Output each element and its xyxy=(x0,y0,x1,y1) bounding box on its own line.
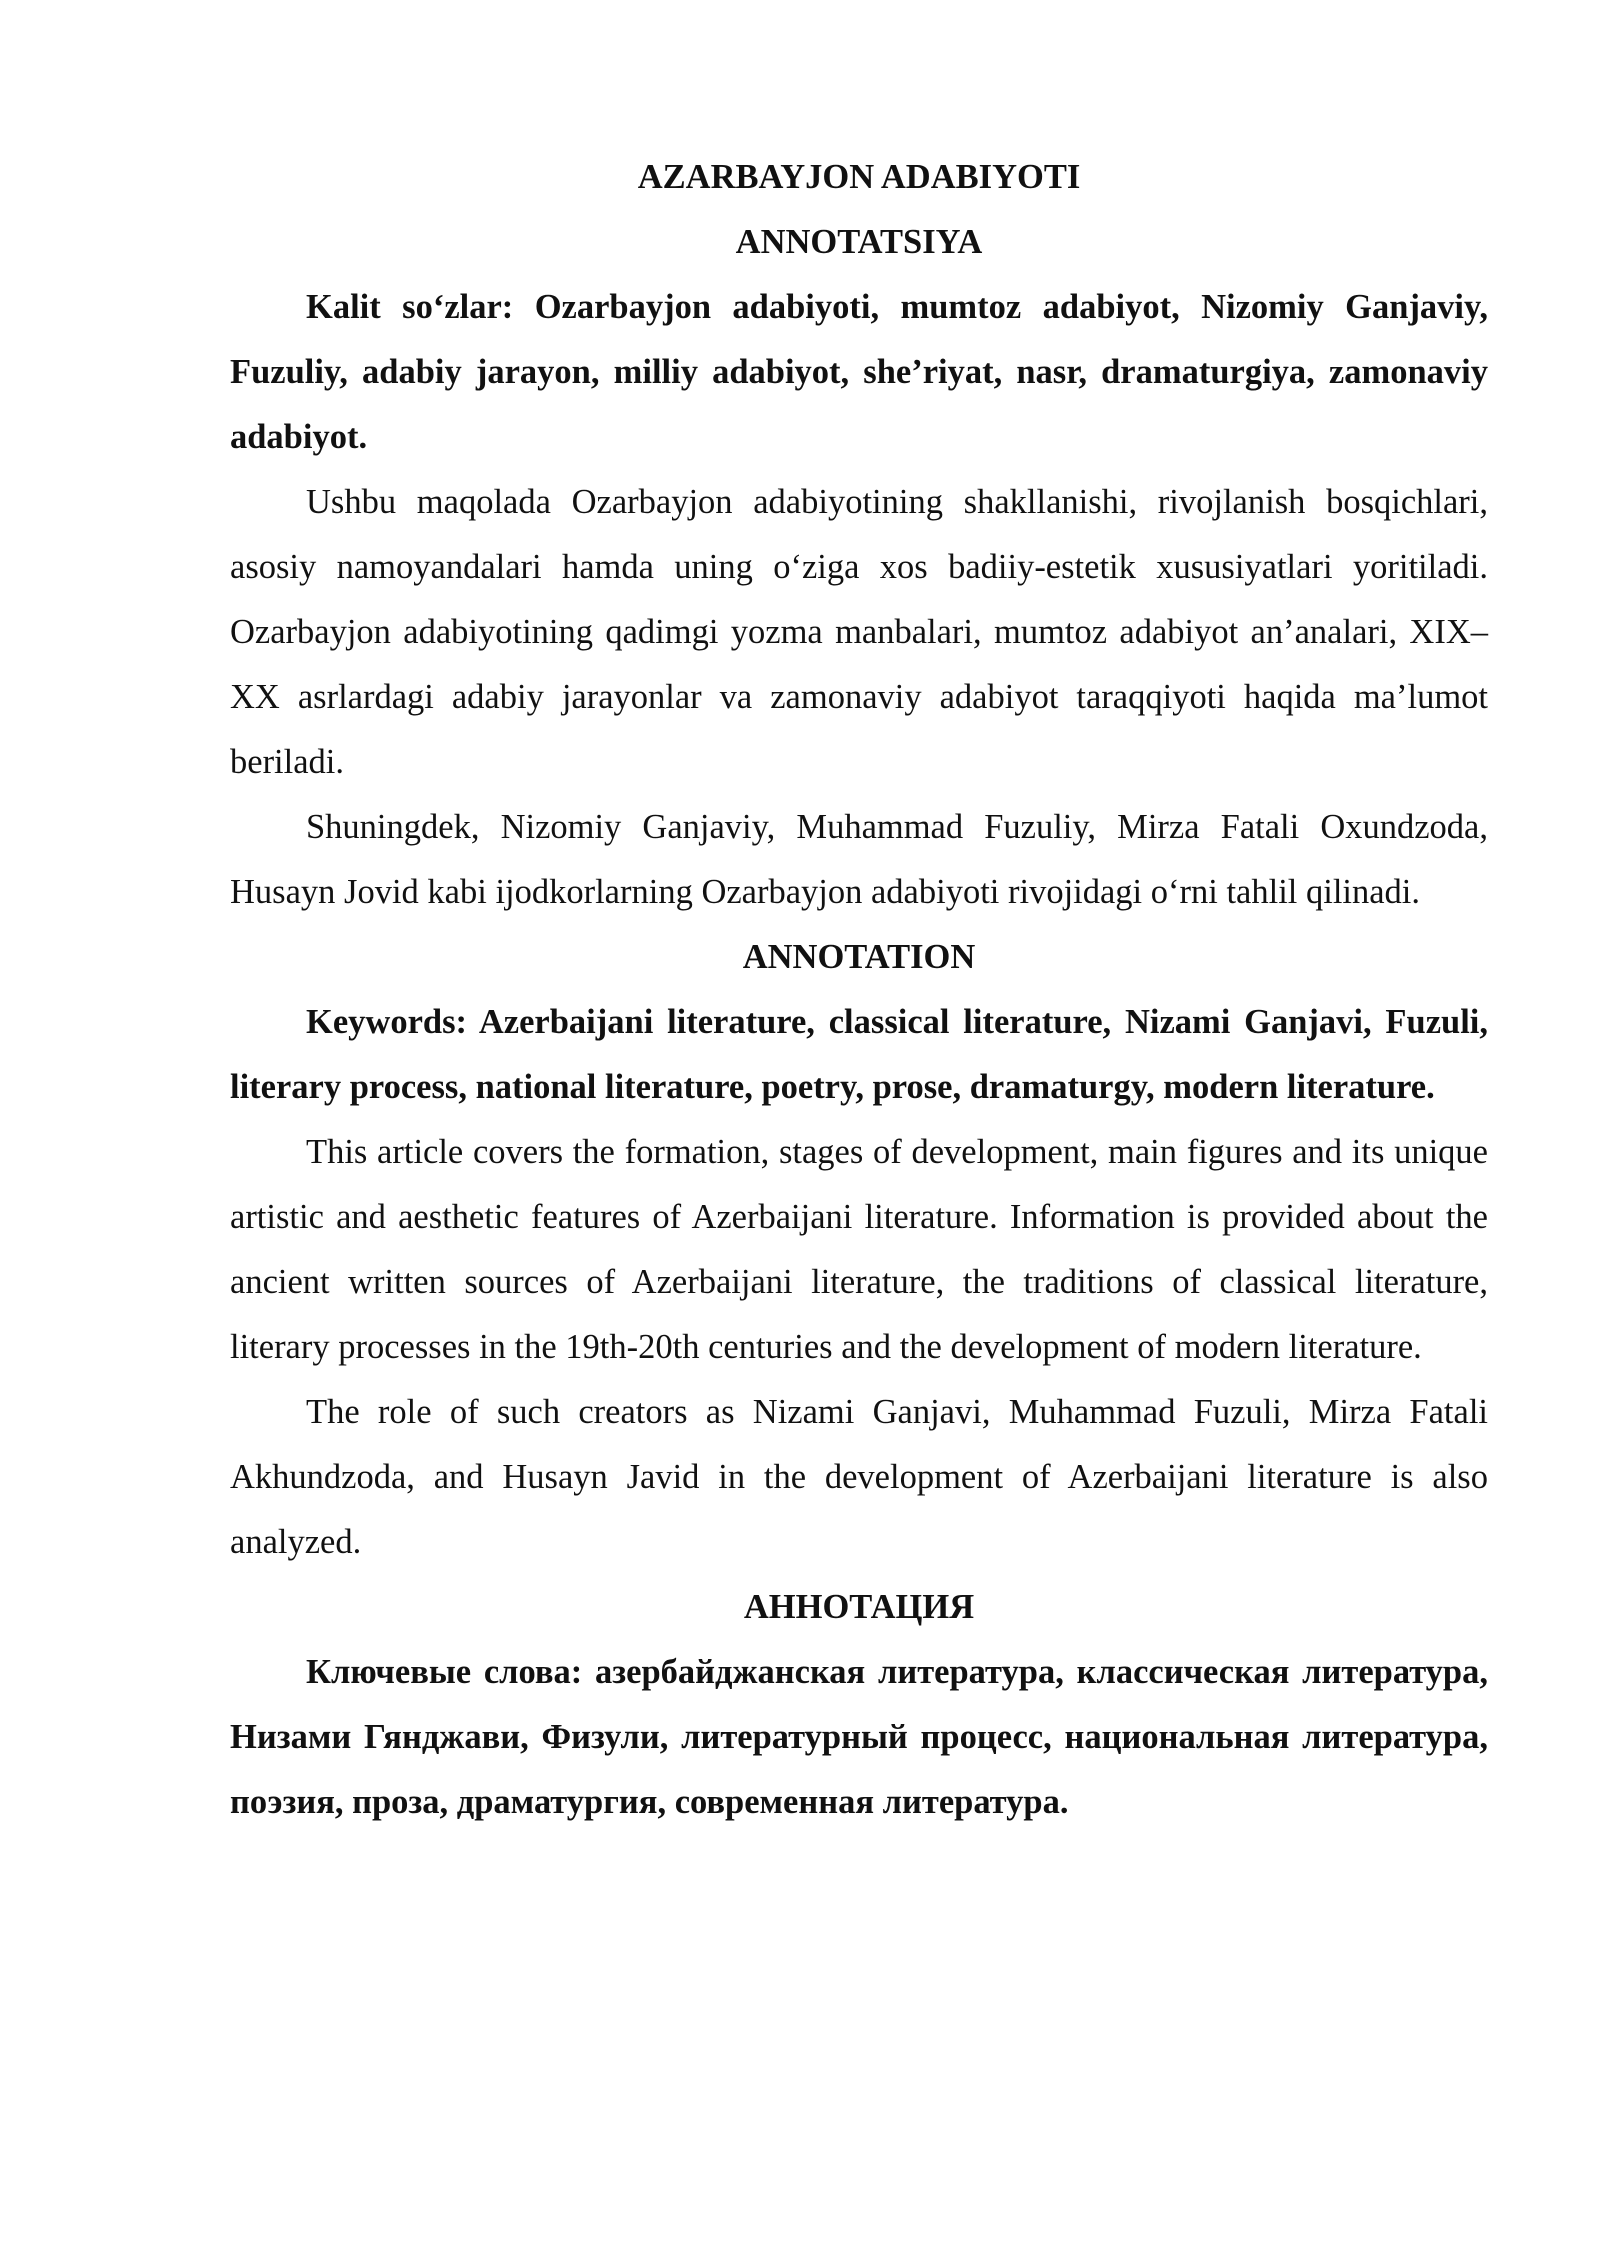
uz-paragraph-2: Shuningdek, Nizomiy Ganjaviy, Muhammad Fuzuliy, Mirza Fatali Oxundzoda, Husayn Jovid kabi ijodkorlarning Ozarbayjon adabiyoti rivojidagi o‘rni tahlil qilinadi. xyxy=(230,808,1488,911)
uz-paragraph-1: Ushbu maqolada Ozarbayjon adabiyotining shakllanishi, rivojlanish bosqichlari, asosiy namoyandalari hamda uning o‘ziga xos badiiy-estetik xususiyatlari yoritiladi. Ozarbayjon adabiyotining qadimgi yozma manbalari, mumtoz adabiyot an’analari, XIX–XX asrlardagi adabiy jarayonlar va zamonaviy adabiyot taraqqiyoti haqida ma’lumot beriladi. xyxy=(230,483,1488,781)
en-paragraph-2: The role of such creators as Nizami Ganjavi, Muhammad Fuzuli, Mirza Fatali Akhundzoda, and Husayn Javid in the development of Azerbaijani literature is also analyzed. xyxy=(230,1393,1488,1561)
en-paragraph-1: This article covers the formation, stages of development, main figures and its unique artistic and aesthetic features of Azerbaijani literature. Information is provided about the ancient written sources of Azerbaijani literature, the traditions of classical literature, literary processes in the 19th-20th centuries and the development of modern literature. xyxy=(230,1133,1488,1366)
document-title: AZARBAYJON ADABIYOTI xyxy=(637,158,1081,196)
ru-keywords: Ключевые слова: азербайджанская литература, классическая литература, Низами Гянджави, Физули, литературный процесс, национальная литература, поэзия, проза, драматургия, современная литература. xyxy=(230,1653,1488,1821)
en-annotation-heading: ANNOTATION xyxy=(742,938,976,976)
uz-annotation-heading: ANNOTATSIYA xyxy=(735,223,983,261)
ru-annotation-heading: АННОТАЦИЯ xyxy=(743,1588,975,1626)
en-keywords: Keywords: Azerbaijani literature, classical literature, Nizami Ganjavi, Fuzuli, literary process, national literature, poetry, prose, dramaturgy, modern literature. xyxy=(230,1003,1488,1106)
uz-keywords: Kalit so‘zlar: Ozarbayjon adabiyoti, mumtoz adabiyot, Nizomiy Ganjaviy, Fuzuliy, adabiy jarayon, milliy adabiyot, she’riyat, nasr, dramaturgiya, zamonaviy adabiyot. xyxy=(230,288,1488,456)
document-page xyxy=(230,145,1488,1835)
